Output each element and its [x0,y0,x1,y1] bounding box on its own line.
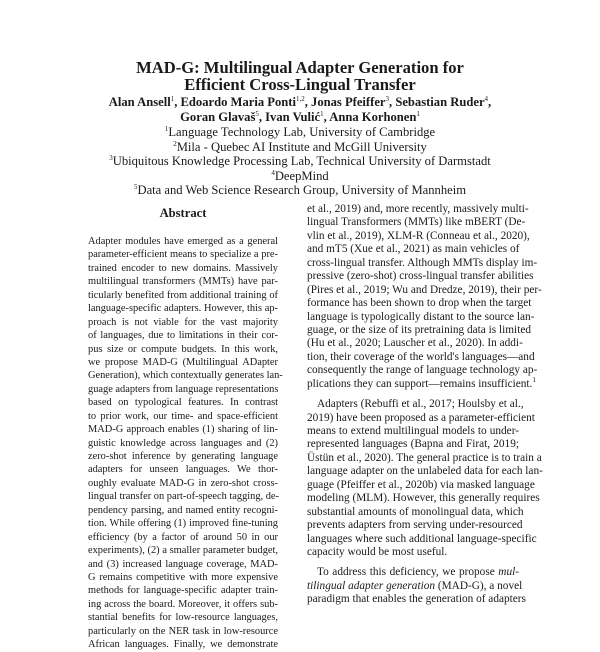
affiliation [0,154,600,169]
abstract-line: experiments), (2) a smaller parameter budget, [88,545,278,557]
body-line-text: (MAD-G), a novel [435,579,523,592]
author-line-1: Alan Ansell$^1$, Edoardo Maria Ponti$^{1,2}$, Jonas Pfeiffer$^3$, Sebastian Ruder$^4$, [108,95,492,109]
emphasis-text: tilingual adapter generation [307,579,436,592]
body-line: (Hu et al., 2020; Lauscher et al., 2020). In addi- [307,337,523,350]
paper-title [0,59,600,93]
body-line: and mT5 (Xue et al., 2021) as main vehicles of [307,243,520,256]
affiliation-number: 2 [173,139,177,148]
abstract-line: zero-shot inference by generating language [88,451,278,462]
body-line: language is typologically distant to the source lan- [307,310,535,323]
body-line: tion, their coverage of the world's languages—and [307,350,535,363]
abstract-line: efficiency (by a factor of around 50 in our [88,531,278,543]
abstract-body [88,235,283,652]
author-affiliation-mark: 3 [385,95,390,103]
abstract-line: proach is not viable for the vast majority [88,316,278,328]
title-line-2: Efficient Cross-Lingual Transfer [184,75,416,94]
affiliation [0,125,600,140]
body-line: represented languages (Bapna and Firat, 2019; [307,438,519,451]
affiliation-text: Mila - Quebec AI Institute and McGill University [176,139,427,154]
abstract-line: ing across the board. Moreover, it offers sub- [88,598,278,610]
abstract-line: to prior work, our time- and space-efficient [88,410,278,422]
body-line: language adapter on the unlabeled data for each lan- [307,465,543,478]
affiliation-text: Ubiquitous Knowledge Processing Lab, Technical University of Darmstadt [112,154,491,169]
author-affiliation-mark: 1 [320,110,324,118]
body-line-text: To address this deficiency, we propose [317,566,499,579]
paragraph-gap [307,391,519,398]
intro-paragraph-2 [307,398,543,559]
affiliation-text: Language Technology Lab, University of Cambridge [168,125,436,139]
abstract-line: based on typological features. In contrast [88,397,278,409]
body-line: vlin et al., 2019), XLM-R (Conneau et al., 2020), [307,229,530,242]
abstract-line: ticularly benefited from additional training of [88,289,278,301]
emphasis-text: mul- [498,566,519,579]
affiliation-text: Data and Web Science Research Group, University of Mannheim [137,183,467,198]
abstract-line: Adapter modules have emerged as a general [88,236,278,247]
author-affiliation-mark: 5 [255,110,259,118]
abstract-line: pus size or compute budgets. In this work, [88,343,278,355]
author-affiliation-mark: 1,2 [295,95,305,103]
author-name: Edoardo Maria Ponti [180,95,296,109]
abstract-line: pendency parsing, and named entity recogni- [88,504,278,516]
intro-paragraph-1 [307,203,542,391]
body-line-text: plications they can support—remains insufficient. [307,377,533,390]
body-line [307,579,523,593]
abstract-line: methods for language-specific adapter train- [88,585,278,597]
body-line: pressive (zero-shot) cross-lingual transfer abilities [307,270,534,283]
abstract-line: we propose MAD-G (Multilingual ADapter [88,356,278,368]
abstract-line: of languages, due to limitations in their cor- [88,330,278,342]
body-line: Adapters (Rebuffi et al., 2017; Houlsby et al., [317,398,524,411]
body-line: guage, or the size of its pretraining data is limited [307,323,531,336]
affiliation-number: 3 [109,154,113,163]
abstract-line: parameter-efficient means to specialize a pre- [88,249,278,261]
body-line: guage (Pfeiffer et al., 2020b) via masked language [307,478,535,491]
abstract-line: stantial benefits for low-resource languages, [88,612,278,624]
author-name: Alan Ansell [108,95,171,109]
body-line: cross-lingual transfer. Although MMTs display im- [307,256,538,269]
abstract-line: particularly on the NER task in low-resource [88,625,278,637]
affiliation-number: 1 [164,125,169,133]
abstract-line: Generation), which contextually generates lan- [88,370,283,382]
author-name: Goran Glavaš [180,110,256,124]
body-line: substantial amounts of monolingual data, which [307,505,524,518]
affiliation-number: 4 [271,168,275,177]
title-line-1: MAD-G: Multilingual Adapter Generation for [136,58,464,77]
abstract-line: trained encoder to new domains. Massively [88,262,278,274]
abstract-heading: Abstract [159,206,207,220]
body-line: formance has been shown to drop when the target [307,297,532,310]
body-line [307,375,536,391]
author-name: Ivan Vulić [265,110,321,124]
body-line: Üstün et al., 2020). The general practice is to train a [307,451,542,464]
footnote-mark[interactable]: 1 [532,375,536,384]
body-line: modeling (MLM). However, this generally requires [307,492,540,505]
abstract-line: and (3) increased language coverage, MAD- [88,558,278,570]
intro-body [307,203,543,607]
abstract-line: multilingual transformers (MMTs) have par- [88,276,278,288]
intro-paragraph-3 [307,566,526,606]
author-affiliation-mark: 1 [416,110,420,118]
author-affiliation-mark: 4 [484,95,489,103]
body-line: paradigm that enables the generation of adapters [307,593,526,606]
affiliation-list [0,125,600,198]
body-line [307,566,519,579]
body-line: 2019) have been proposed as a parameter-efficient [307,411,535,424]
author-name: Anna Korhonen [329,110,417,124]
affiliation [0,169,600,184]
body-line: means to extend multilingual models to under- [307,425,519,437]
affiliation [0,183,600,198]
body-line: capacity would be most useful. [307,545,448,558]
affiliation [0,140,600,155]
abstract-line: MAD-G approach enables (1) sharing of lin- [88,424,278,436]
affiliation-number: 5 [133,183,138,192]
abstract-line: language-specific adapters. However, this ap- [88,303,278,315]
abstract-line: G remains competitive with more expensive [88,571,278,583]
author-affiliation-mark: 1 [170,95,175,103]
author-line-2: Goran Glavaš$^5$, Ivan Vulić$^1$, Anna Korhonen$^1$ [180,110,420,124]
body-line: (Pires et al., 2019; Wu and Dredze, 2019), their per- [307,283,542,296]
abstract-line: guage adapters from language representations [88,383,279,395]
abstract-line: African languages. Finally, we demonstrate [88,639,278,651]
affiliation-text: DeepMind [274,168,329,183]
body-line: et al., 2019) and, more recently, massively multi- [307,203,529,215]
abstract-line: lingual transfer on part-of-speech tagging, de- [88,491,279,503]
abstract-line: tion. While offering (1) improved fine-tuning [88,518,278,530]
author-name: Jonas Pfeiffer [311,95,386,109]
paragraph-gap [307,559,519,566]
abstract-line: oughly evaluate MAD-G in zero-shot cross- [88,477,278,489]
body-line: languages where such additional language-specific [307,532,537,545]
author-name: Sebastian Ruder [395,95,485,109]
body-line: prevents adapters from serving under-resourced [307,519,523,532]
abstract-line: guistic knowledge across languages and (2) [88,437,278,449]
author-list [0,95,600,125]
abstract-line: adapters for unseen languages. We thor- [88,464,278,476]
body-line: lingual Transformers (MMTs) like mBERT (De- [307,216,526,229]
body-line: consequently the range of language technology ap- [307,364,538,377]
